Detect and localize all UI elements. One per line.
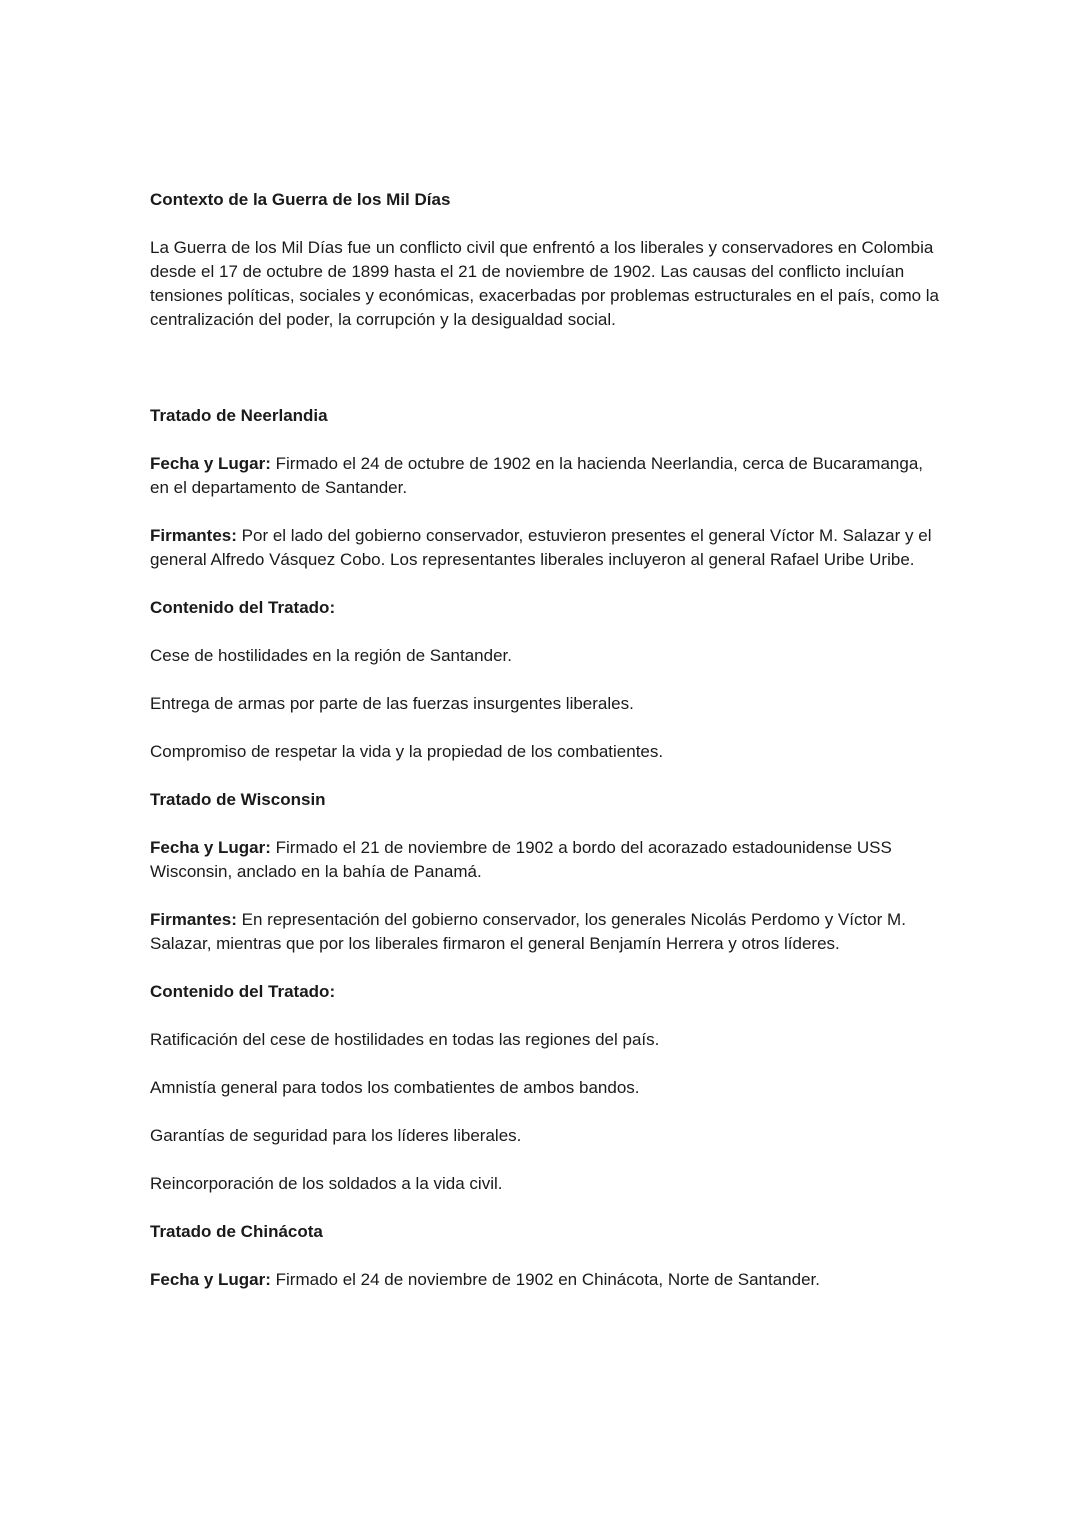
list-item: Compromiso de respetar la vida y la propiedad de los combatientes. (150, 742, 664, 761)
list-item: Reincorporación de los soldados a la vida civil. (150, 1174, 503, 1193)
neerlandia-firmantes-text: Por el lado del gobierno conservador, estuvieron presentes el general Víctor M. Salazar y el general Alfredo Vásquez Cobo. Los representantes liberales incluyeron al general Rafael Uribe Uribe. (150, 526, 932, 569)
wisconsin-contenido-heading: Contenido del Tratado: (150, 982, 336, 1001)
document-page (150, 188, 940, 1292)
context-paragraph: La Guerra de los Mil Días fue un conflicto civil que enfrentó a los liberales y conservadores en Colombia desde el 17 de octubre de 1899 hasta el 21 de noviembre de 1902. Las causas del conflicto incluían tensiones políticas, sociales y económicas, exacerbadas por problemas estructurales en el país, como la centralización del poder, la corrupción y la desigualdad social. (150, 238, 940, 329)
chinacota-fecha-label: Fecha y Lugar: (150, 1270, 271, 1289)
chinacota-fecha (150, 1268, 940, 1292)
list-item: Entrega de armas por parte de las fuerzas insurgentes liberales. (150, 694, 634, 713)
neerlandia-fecha (150, 452, 940, 500)
wisconsin-fecha-text: Firmado el 21 de noviembre de 1902 a bordo del acorazado estadounidense USS Wisconsin, anclado en la bahía de Panamá. (150, 838, 892, 881)
neerlandia-firmantes (150, 524, 940, 572)
wisconsin-firmantes-text: En representación del gobierno conservador, los generales Nicolás Perdomo y Víctor M. Salazar, mientras que por los liberales firmaron el general Benjamín Herrera y otros líderes. (150, 910, 906, 953)
neerlandia-fecha-text: Firmado el 24 de octubre de 1902 en la hacienda Neerlandia, cerca de Bucaramanga, en el departamento de Santander. (150, 454, 924, 497)
neerlandia-fecha-label: Fecha y Lugar: (150, 454, 271, 473)
chinacota-fecha-text: Firmado el 24 de noviembre de 1902 en Chinácota, Norte de Santander. (270, 1270, 820, 1289)
wisconsin-fecha-label: Fecha y Lugar: (150, 838, 271, 857)
neerlandia-contenido-heading: Contenido del Tratado: (150, 598, 336, 617)
wisconsin-heading: Tratado de Wisconsin (150, 790, 326, 809)
list-item: Cese de hostilidades en la región de Santander. (150, 646, 512, 665)
wisconsin-fecha (150, 836, 940, 884)
neerlandia-heading: Tratado de Neerlandia (150, 406, 328, 425)
chinacota-heading: Tratado de Chinácota (150, 1222, 323, 1241)
list-item: Amnistía general para todos los combatientes de ambos bandos. (150, 1078, 640, 1097)
list-item: Garantías de seguridad para los líderes liberales. (150, 1126, 522, 1145)
wisconsin-firmantes (150, 908, 940, 956)
neerlandia-firmantes-label: Firmantes: (150, 526, 237, 545)
context-heading: Contexto de la Guerra de los Mil Días (150, 190, 451, 209)
wisconsin-firmantes-label: Firmantes: (150, 910, 237, 929)
list-item: Ratificación del cese de hostilidades en todas las regiones del país. (150, 1030, 660, 1049)
